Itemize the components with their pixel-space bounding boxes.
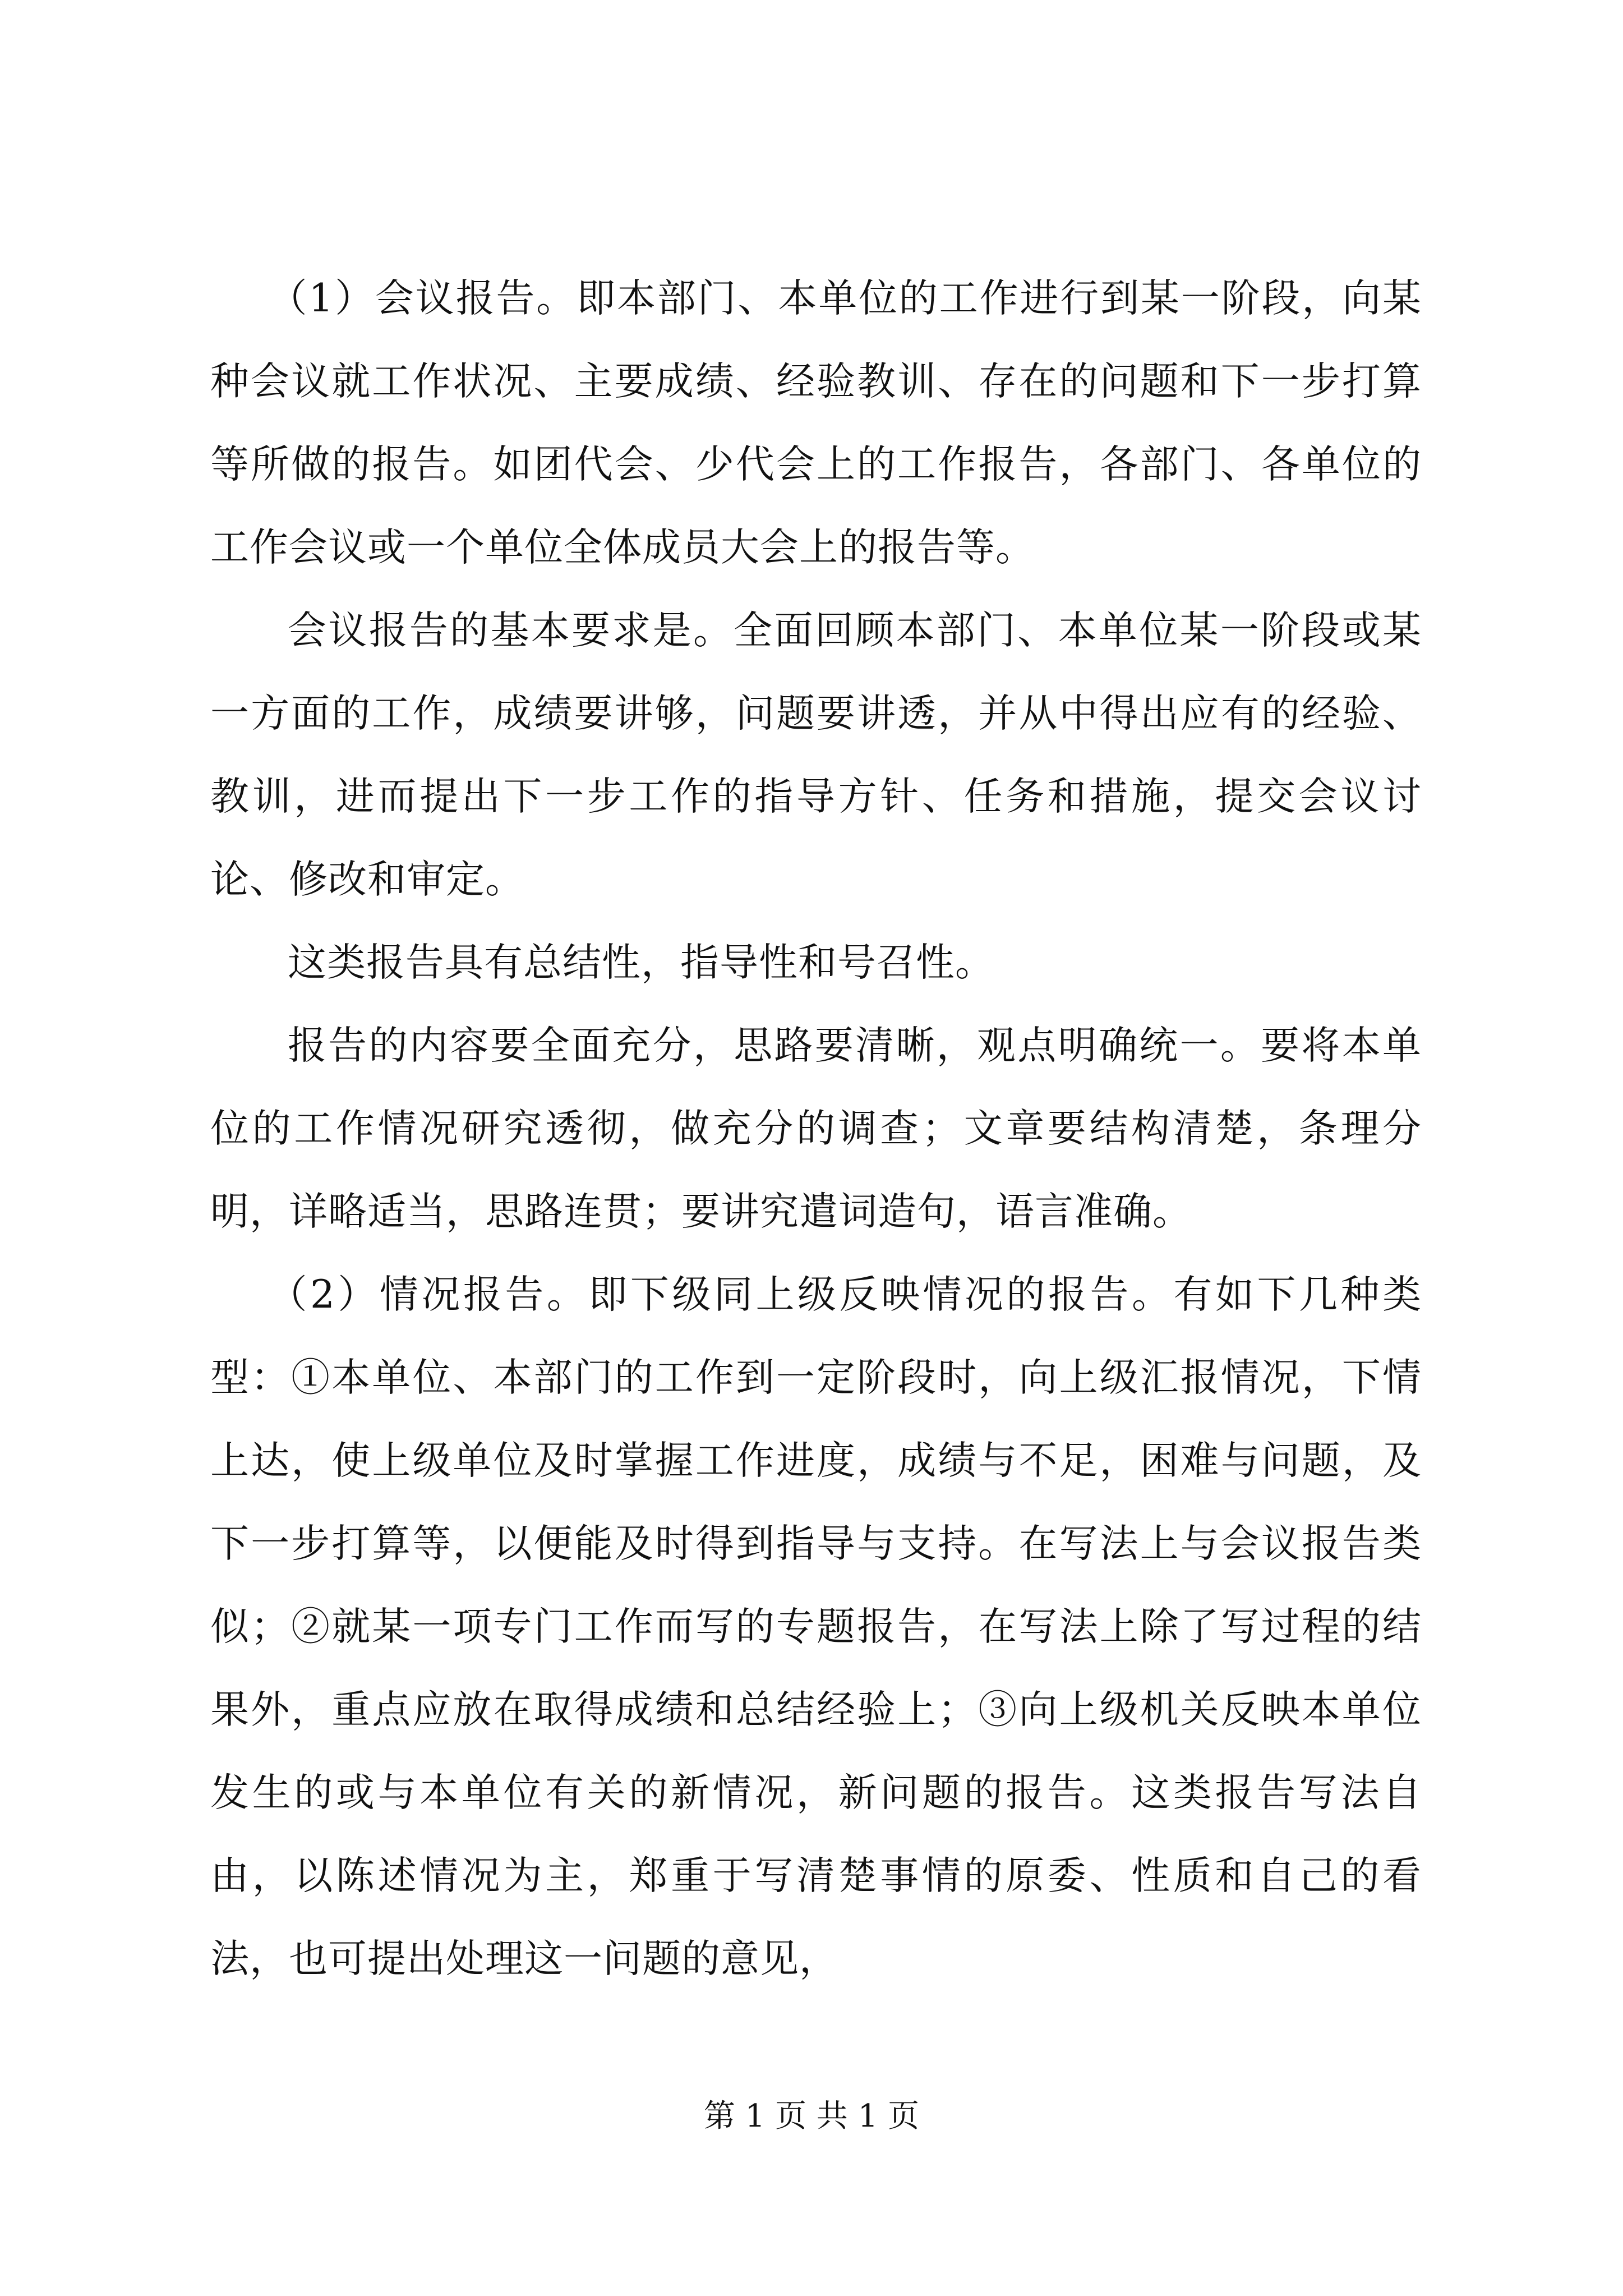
paragraph-meeting-report-requirements: 会议报告的基本要求是。全面回顾本部门、本单位某一阶段或某一方面的工作，成绩要讲够，问题要讲透，并从中得出应有的经验、教训，进而提出下一步工作的指导方针、任务和措施，提交会议讨论、修改和审定。	[210, 608, 1422, 902]
paragraph-situation-report: （2）情况报告。即下级同上级反映情况的报告。有如下几种类型：①本单位、本部门的工作到一定阶段时，向上级汇报情况，下情上达，使上级单位及时掌握工作进度，成绩与不足，困难与问题，及下一步打算等，以便能及时得到指导与支持。在写法上与会议报告类似；②就某一项专门工作而写的专题报告，在写法上除了写过程的结果外，重点应放在取得成绩和总结经验上；③向上级机关反映本单位发生的或与本单位有关的新情况，新问题的报告。这类报告写法自由，以陈述情况为主，郑重于写清楚事情的原委、性质和自己的看法，也可提出处理这一问题的意见，	[210, 1272, 1422, 1981]
document-body	[210, 257, 1422, 2000]
paragraph-report-nature: 这类报告具有总结性，指导性和号召性。	[288, 940, 994, 985]
page-number-label: 第 1 页 共 1 页	[703, 2098, 920, 2134]
paragraph-report-content: 报告的内容要全面充分，思路要清晰，观点明确统一。要将本单位的工作情况研究透彻，做充分的调查；文章要结构清楚，条理分明，详略适当，思路连贯；要讲究遣词造句，语言准确。	[210, 1023, 1422, 1234]
page-footer	[0, 2097, 1623, 2136]
paragraph-meeting-report: （1）会议报告。即本部门、本单位的工作进行到某一阶段，向某种会议就工作状况、主要成绩、经验教训、存在的问题和下一步打算等所做的报告。如团代会、少代会上的工作报告，各部门、各单位的工作会议或一个单位全体成员大会上的报告等。	[210, 276, 1422, 570]
